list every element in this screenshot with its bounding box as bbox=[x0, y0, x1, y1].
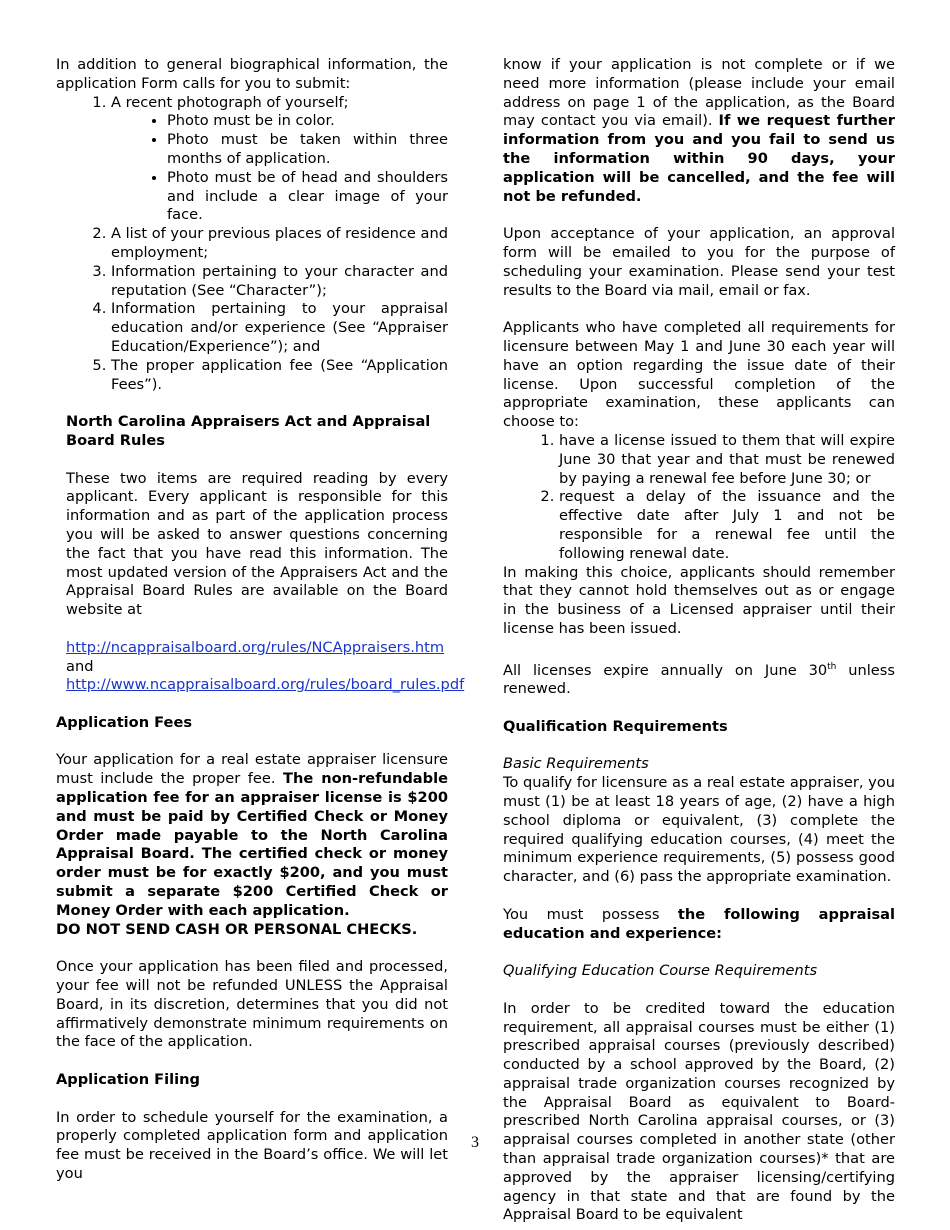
qualification-heading: Qualification Requirements bbox=[503, 717, 728, 735]
fees-paragraph bbox=[56, 751, 448, 939]
list-item: 5. The proper application fee (See “Application Fees”). bbox=[111, 357, 448, 395]
possess-paragraph bbox=[503, 906, 895, 944]
right-column bbox=[503, 56, 895, 1225]
possess-bold-text: the following appraisal education and experience: bbox=[503, 905, 895, 942]
continued-text: know if your application is not complete or if we need more information (please include your email address on page 1 of the application, as the Board may contact you via email). bbox=[503, 56, 895, 130]
expire-sup: th bbox=[827, 661, 837, 672]
fees-heading: Application Fees bbox=[56, 713, 193, 731]
intro-paragraph: In addition to general biographical information, the application Form calls for you to submit: bbox=[56, 56, 448, 92]
qualifying-heading-text: Qualifying Education Course Requirements bbox=[503, 962, 818, 980]
board-rules-link[interactable]: http://www.ncappraisalboard.org/rules/board_rules.pdf bbox=[66, 676, 465, 694]
qualifying-heading bbox=[503, 962, 895, 981]
act-paragraph: These two items are required reading by every applicant. Every applicant is responsible for this information and as part of the application process you will be asked to answer questions concerning the fact that you have read this information. The most updated version of the Appraisers Act and the Appraisal Board Rules are available on the Board website at bbox=[66, 469, 448, 619]
act-heading: North Carolina Appraisers Act and Appraisal Board Rules bbox=[66, 413, 431, 449]
list-item: 1. have a license issued to them that will expire June 30 that year and that must be renewed by paying a renewal fee before June 30; or bbox=[559, 432, 895, 488]
submission-list bbox=[56, 94, 448, 395]
list-item: 2. A list of your previous places of residence and employment; bbox=[111, 225, 448, 263]
list-item: • Photo must be of head and shoulders and include a clear image of your face. bbox=[167, 169, 448, 225]
list-item: 3. Information pertaining to your character and reputation (See “Character”); bbox=[111, 263, 448, 301]
page-number: 3 bbox=[471, 1134, 479, 1151]
acceptance-paragraph: Upon acceptance of your application, an approval form will be emailed to you for the purpose of scheduling your examination. Please send your test results to the Board via mail, email or fax. bbox=[503, 225, 895, 299]
and-text: and bbox=[66, 657, 94, 675]
fees-warning: DO NOT SEND CASH OR PERSONAL CHECKS. bbox=[56, 920, 418, 938]
applicants-paragraph: Applicants who have completed all requirements for licensure between May 1 and June 30 each year will have an option regarding the issue date of their license. Upon successful completion of the appropriate examination, these applicants can choose to: bbox=[503, 319, 895, 431]
appraisers-act-link[interactable]: http://ncappraisalboard.org/rules/NCAppraisers.htm bbox=[66, 638, 445, 656]
continued-bold-text: If we request further information from you and you fail to send us the information within 90 days, your application will be cancelled, and the fee will not be refunded. bbox=[503, 112, 895, 205]
list-item: • Photo must be in color. bbox=[167, 112, 448, 131]
list-item-text: A recent photograph of yourself; bbox=[111, 93, 349, 111]
expire-text: All licenses expire annually on June 30 bbox=[503, 661, 828, 679]
list-item: 2. request a delay of the issuance and the effective date after July 1 and not be responsible for a renewal fee until the following renewal date. bbox=[559, 488, 895, 563]
basic-heading bbox=[503, 755, 895, 774]
possess-text: You must possess bbox=[503, 905, 678, 923]
list-item: 4. Information pertaining to your appraisal education and/or experience (See “Appraiser Education/Experience”); and bbox=[111, 300, 448, 356]
expire-paragraph bbox=[503, 658, 895, 699]
basic-heading-text: Basic Requirements bbox=[503, 755, 649, 773]
fees-text: Your application for a real estate appraiser licensure must include the proper fee. bbox=[56, 751, 448, 788]
refund-paragraph: Once your application has been filed and processed, your fee will not be refunded UNLESS the Appraisal Board, in its discretion, determines that you did not affirmatively demonstrate minimum requirements on the face of the application. bbox=[56, 958, 448, 1051]
credit-paragraph: In order to be credited toward the education requirement, all appraisal courses must be either (1) prescribed appraisal courses (previously described) conducted by a school approved by the Board, (2) appraisal trade organization courses recognized by the Appraisal Board as equivalent to Board-prescribed North Carolina appraisal courses, or (3) appraisal courses completed in another state (other than appraisal trade organization courses)* that are approved by the appraiser licensing/certifying agency in that state and that are found by the Appraisal Board to be equivalent bbox=[503, 999, 895, 1224]
left-column bbox=[56, 56, 465, 1184]
filing-paragraph: In order to schedule yourself for the examination, a properly completed application form and application fee must be received in the Board’s office. We will let you bbox=[56, 1108, 448, 1183]
fees-bold-text: The non-refundable application fee for an appraiser license is $200 and must be paid by Certified Check or Money Order made payable to the North Carolina Appraisal Board. The certified check or money order must be for exactly $200, and you must submit a separate $200 Certified Check or Money Order with each application. bbox=[56, 770, 448, 919]
list-item: • Photo must be taken within three months of application. bbox=[167, 131, 448, 169]
options-list bbox=[503, 432, 895, 564]
filing-heading: Application Filing bbox=[56, 1071, 200, 1089]
photo-bullets bbox=[111, 112, 448, 225]
continued-paragraph bbox=[503, 56, 895, 206]
list-item bbox=[111, 94, 448, 226]
choice-paragraph: In making this choice, applicants should remember that they cannot hold themselves out as or engage in the business of a Licensed appraiser until their license has been issued. bbox=[503, 563, 895, 637]
basic-paragraph: To qualify for licensure as a real estate appraiser, you must (1) be at least 18 years of age, (2) have a high school diploma or equivalent, (3) complete the required qualifying education courses, (4) meet the minimum experience requirements, (5) possess good character, and (6) pass the appropriate examination. bbox=[503, 774, 895, 886]
expire-text-end: unless renewed. bbox=[503, 661, 895, 698]
